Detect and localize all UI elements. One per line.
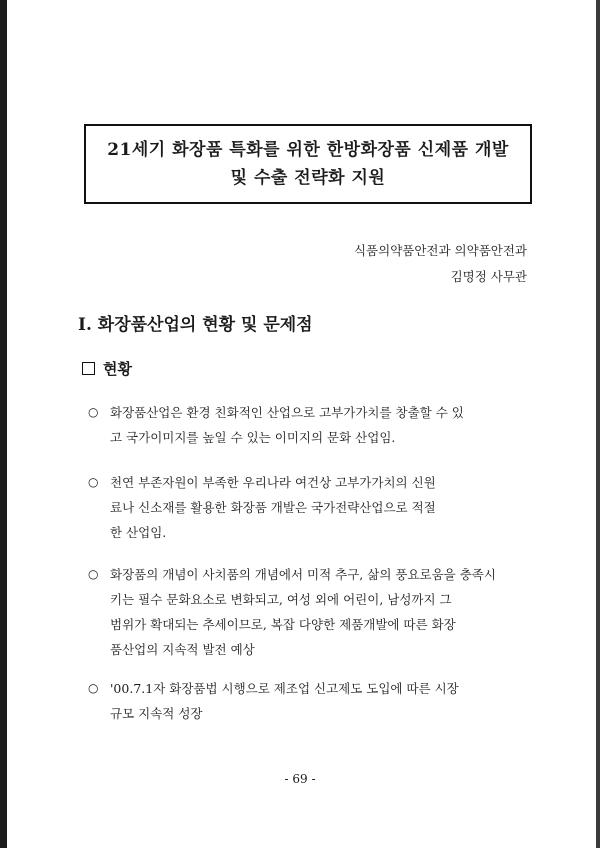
- title-line-1: 21세기 화장품 특화를 위한 한방화장품 신제품 개발: [107, 140, 509, 160]
- circle-bullet-icon: ○: [88, 681, 99, 695]
- bullet-text-2: [110, 470, 538, 545]
- bullet-item-4: [88, 676, 538, 726]
- bullet-4-line-1: '00.7.1자 화장품법 시행으로 제조업 신고제도 도입에 따른 시장: [110, 681, 459, 696]
- circle-bullet-icon: ○: [88, 475, 99, 489]
- bullet-text-1: [110, 400, 538, 450]
- bullet-2-line-2: 료나 신소재를 활용한 화장품 개발은 국가전략산업으로 적절: [110, 500, 436, 515]
- bullet-text-3: [110, 562, 538, 662]
- subheading: [82, 358, 132, 379]
- scan-edge-left: [0, 0, 7, 848]
- author-department: 식품의약품안전과 의약품안전과: [353, 243, 527, 258]
- bullet-3-line-2: 키는 필수 문화요소로 변화되고, 여성 외에 어린이, 남성까지 그: [110, 592, 452, 607]
- bullet-3-line-1: 화장품의 개념이 사치품의 개념에서 미적 추구, 삶의 풍요로움을 충족시: [110, 567, 496, 582]
- bullet-item-2: [88, 470, 538, 545]
- author-name: 김명정 사무관: [450, 269, 527, 284]
- bullet-3-line-4: 품산업의 지속적 발전 예상: [110, 642, 255, 657]
- square-box-icon: [82, 362, 95, 375]
- bullet-4-line-2: 규모 지속적 성장: [110, 706, 203, 721]
- circle-bullet-icon: ○: [88, 405, 99, 419]
- circle-bullet-icon: ○: [88, 567, 99, 581]
- title-line-2: 및 수출 전략화 지원: [230, 168, 386, 188]
- bullet-item-3: [88, 562, 538, 662]
- bullet-2-line-1: 천연 부존자원이 부족한 우리나라 여건상 고부가가치의 신원: [110, 475, 436, 490]
- bullet-1-line-2: 고 국가이미지를 높일 수 있는 이미지의 문화 산업임.: [110, 430, 396, 445]
- section-heading: I. 화장품산업의 현황 및 문제점: [78, 315, 313, 335]
- scan-edge-right: [596, 0, 600, 848]
- bullet-text-4: [110, 676, 538, 726]
- page-number: - 69 -: [284, 772, 316, 786]
- bullet-2-line-3: 한 산업임.: [110, 525, 167, 540]
- bullet-item-1: [88, 400, 538, 450]
- subheading-label: 현황: [103, 360, 132, 378]
- bullet-3-line-3: 범위가 확대되는 추세이므로, 복잡 다양한 제품개발에 따른 화장: [110, 617, 456, 632]
- bullet-1-line-1: 화장품산업은 환경 친화적인 산업으로 고부가가치를 창출할 수 있: [110, 405, 464, 420]
- title-box: [84, 124, 532, 204]
- author-block: [354, 238, 527, 290]
